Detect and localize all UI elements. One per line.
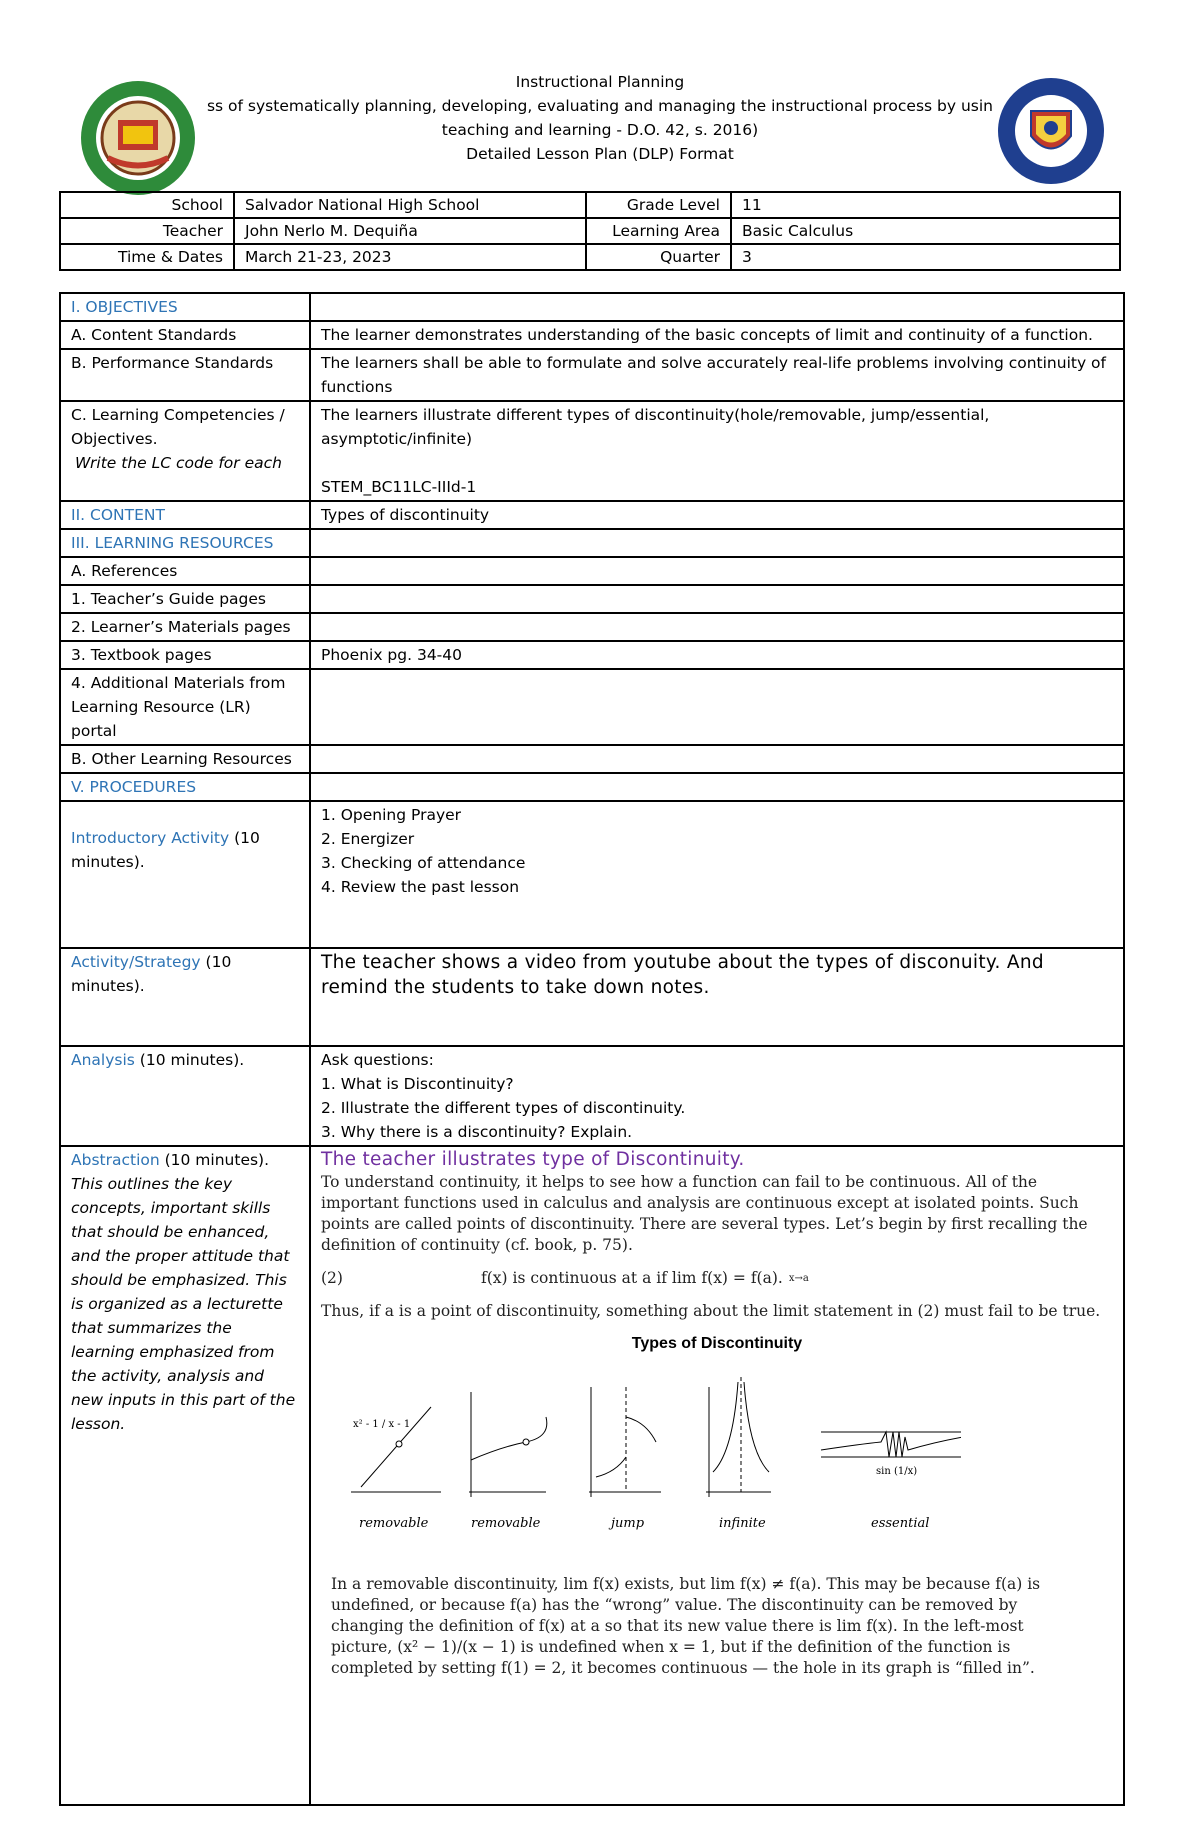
label-removable-2: removable: [471, 1516, 541, 1531]
empty-cell: [310, 669, 1124, 745]
list-item: 1. What is Discontinuity?: [321, 1075, 514, 1093]
table-row: [60, 948, 1124, 1046]
equation-number: (2): [321, 1269, 343, 1287]
tb-value: Phoenix pg. 34-40: [310, 641, 1124, 669]
paragraph-1: To understand continuity, it helps to see how a function can fail to be continuous. All of the important functions used in calculus and analysis are continuous except at isolated points. Such points are called points of discontinuity. There are several types. Let’s begin by first recalling the definition of continuity (cf. book, p. 75).: [321, 1173, 1088, 1254]
lc-note: Write the LC code for each: [75, 454, 282, 472]
school-seal-logo: [78, 78, 198, 198]
list-item: 2. Illustrate the different types of discontinuity.: [321, 1099, 686, 1117]
table-row: [60, 773, 1124, 801]
empty-cell: [310, 557, 1124, 585]
quarter-label: Quarter: [586, 244, 731, 270]
table-row: [60, 641, 1124, 669]
abstraction-content: [310, 1146, 1124, 1805]
infinite-graph: [706, 1377, 771, 1497]
lc-label: C. Learning Competencies / Objectives.: [71, 406, 285, 448]
quarter-value: 3: [731, 244, 1120, 270]
abstraction-note: This outlines the key concepts, important skills that should be enhanced, and the proper attitude that should be emphasized. This is organized as a lecturette that summarizes the learning emphasized from the activity, analysis and new inputs in this part of the lesson.: [71, 1175, 296, 1433]
abstraction-time: (10 minutes).: [159, 1151, 270, 1169]
grade-label: Grade Level: [586, 192, 731, 218]
figure-title: Types of Discontinuity: [631, 1335, 803, 1352]
empty-cell: [310, 585, 1124, 613]
lesson-plan-table: [59, 292, 1125, 1806]
references-label: A. References: [60, 557, 310, 585]
additional-label: 4. Additional Materials from Learning Resource (LR) portal: [60, 669, 310, 745]
table-row: [60, 745, 1124, 773]
content-value: Types of discontinuity: [310, 501, 1124, 529]
table-row: [60, 321, 1124, 349]
list-item: 4. Review the past lesson: [321, 878, 520, 896]
table-row: [60, 585, 1124, 613]
label-jump: jump: [611, 1516, 645, 1531]
list-item: 3. Why there is a discontinuity? Explain.: [321, 1123, 633, 1141]
equation-row: [321, 1268, 1113, 1289]
info-row: [60, 218, 1120, 244]
teacher-label: Teacher: [60, 218, 234, 244]
activity-time: (10 minutes).: [71, 953, 232, 995]
performance-label: B. Performance Standards: [60, 349, 310, 401]
table-row: [60, 529, 1124, 557]
empty-cell: [310, 745, 1124, 773]
table-row: [60, 293, 1124, 321]
label-removable-1: removable: [359, 1516, 429, 1531]
tg-label: 1. Teacher’s Guide pages: [60, 585, 310, 613]
resources-heading: III. LEARNING RESOURCES: [60, 529, 310, 557]
other-label: B. Other Learning Resources: [60, 745, 310, 773]
teacher-value: John Nerlo M. Dequiña: [234, 218, 586, 244]
school-value: Salvador National High School: [234, 192, 586, 218]
intro-cell: [60, 801, 310, 948]
lc-cell: [60, 401, 310, 501]
analysis-cell: [60, 1046, 310, 1146]
analysis-head: Ask questions:: [321, 1051, 434, 1069]
abstraction-label: Abstraction: [71, 1151, 160, 1169]
table-row: [60, 557, 1124, 585]
table-row: [60, 613, 1124, 641]
abstraction-head: The teacher illustrates type of Discontinuity.: [321, 1149, 745, 1170]
info-row: [60, 192, 1120, 218]
empty-cell: [310, 613, 1124, 641]
essential-graph: [821, 1432, 961, 1477]
table-row: [60, 669, 1124, 745]
lc-code: STEM_BC11LC-IIId-1: [321, 478, 477, 496]
analysis-label: Analysis: [71, 1051, 135, 1069]
deped-seal-logo: [996, 76, 1106, 186]
table-row: [60, 801, 1124, 948]
info-row: [60, 244, 1120, 270]
empty-cell: [310, 529, 1124, 557]
empty-cell: [310, 773, 1124, 801]
objectives-heading: I. OBJECTIVES: [60, 293, 310, 321]
intro-label: Introductory Activity: [71, 829, 230, 847]
abstraction-cell: [60, 1146, 310, 1805]
table-row: [60, 1046, 1124, 1146]
equation-subscript: x→a: [788, 1273, 809, 1284]
label-infinite: infinite: [719, 1516, 766, 1531]
activity-label: Activity/Strategy: [71, 953, 201, 971]
performance-value: The learners shall be able to formulate and solve accurately real-life problems involving continuity of functions: [310, 349, 1124, 401]
school-label: School: [60, 192, 234, 218]
list-item: 1. Opening Prayer: [321, 806, 462, 824]
time-value: March 21-23, 2023: [234, 244, 586, 270]
label-essential: essential: [871, 1516, 930, 1531]
area-label: Learning Area: [586, 218, 731, 244]
header-reference: teaching and learning - D.O. 42, s. 2016): [441, 121, 759, 139]
info-table: [59, 191, 1121, 271]
content-standards-label: A. Content Standards: [60, 321, 310, 349]
analysis-list: [310, 1046, 1124, 1146]
content-standards-value: The learner demonstrates understanding of the basic concepts of limit and continuity of a function.: [310, 321, 1124, 349]
jump-graph: [589, 1387, 661, 1497]
intro-list: [310, 801, 1124, 948]
axis-label: sin (1/x): [876, 1466, 918, 1477]
grade-value: 11: [731, 192, 1120, 218]
intro-time: (10 minutes).: [71, 829, 260, 871]
table-row: [60, 349, 1124, 401]
removable-graph-2: [469, 1392, 547, 1497]
tb-label: 3. Textbook pages: [60, 641, 310, 669]
empty-cell: [310, 293, 1124, 321]
header-subtitle: ss of systematically planning, developing, evaluating and managing the instructional process by usin: [206, 97, 994, 115]
list-item: 3. Checking of attendance: [321, 854, 526, 872]
lc-text: The learners illustrate different types of discontinuity(hole/removable, jump/essential, asymptotic/infinite): [321, 406, 990, 448]
area-value: Basic Calculus: [731, 218, 1120, 244]
content-heading: II. CONTENT: [60, 501, 310, 529]
activity-cell: [60, 948, 310, 1046]
procedures-heading: V. PROCEDURES: [60, 773, 310, 801]
table-row: [60, 501, 1124, 529]
discontinuity-figure: [321, 1362, 961, 1537]
paragraph-3: In a removable discontinuity, lim f(x) exists, but lim f(x) ≠ f(a). This may be because f(a) is undefined, or because f(a) has the “wrong” value. The discontinuity can be removed by changing the definition of f(x) at a so that its new value there is lim f(x). In the left-most picture, (x² − 1)/(x − 1) is undefined when x = 1, but if the definition of the function is completed by setting f(1) = 2, it becomes continuous — the hole in its graph is “filled in”.: [331, 1575, 1041, 1677]
activity-value: The teacher shows a video from youtube about the types of disconuity. And remind the students to take down notes.: [310, 948, 1124, 1046]
equation-text: f(x) is continuous at a if lim f(x) = f(a).: [481, 1269, 783, 1287]
analysis-time: (10 minutes).: [134, 1051, 245, 1069]
lm-label: 2. Learner’s Materials pages: [60, 613, 310, 641]
header-title: Instructional Planning: [515, 73, 685, 91]
time-label: Time & Dates: [60, 244, 234, 270]
header-format: Detailed Lesson Plan (DLP) Format: [466, 145, 734, 163]
table-row: [60, 1146, 1124, 1805]
table-row: [60, 401, 1124, 501]
removable-graph-1: [351, 1372, 441, 1502]
fraction-label: x² - 1 / x - 1: [353, 1419, 411, 1430]
paragraph-2: Thus, if a is a point of discontinuity, something about the limit statement in (2) must fail to be true.: [321, 1302, 1101, 1320]
list-item: 2. Energizer: [321, 830, 415, 848]
lc-value-cell: [310, 401, 1124, 501]
